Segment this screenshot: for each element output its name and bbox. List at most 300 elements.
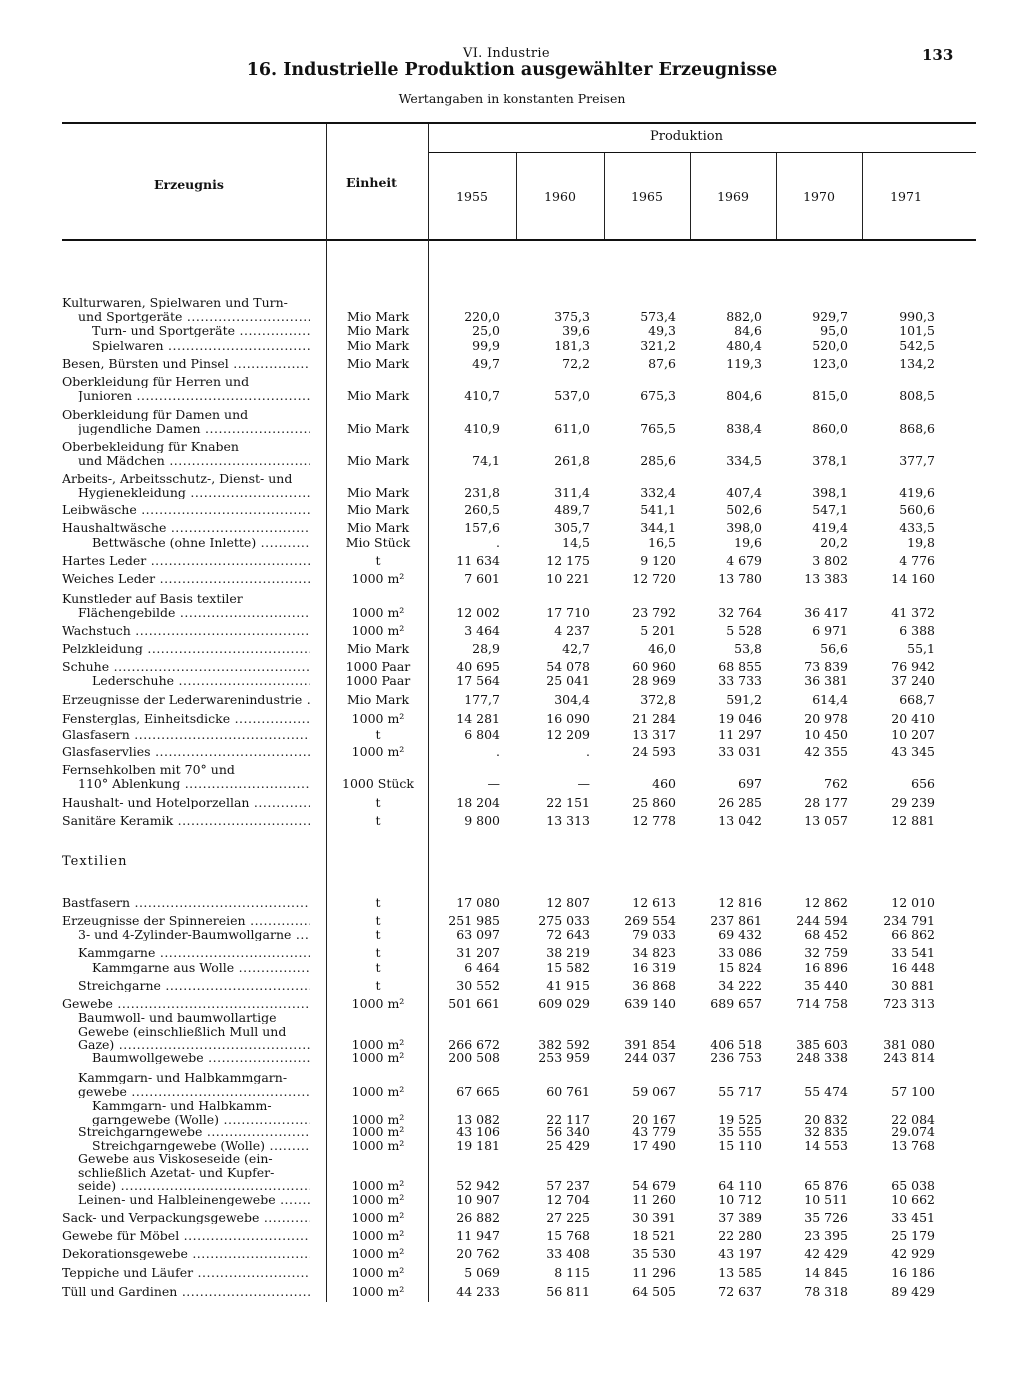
cell-1969: 502,6 <box>726 502 762 517</box>
cell-1970: 68 452 <box>804 927 848 942</box>
cell-1970: 55 474 <box>804 1083 848 1099</box>
row-unit: t <box>375 960 381 975</box>
cell-1965: 9 120 <box>640 553 676 568</box>
cell-1960: 375,3 <box>554 308 590 324</box>
cell-1969: 19 525 <box>718 1111 762 1127</box>
cell-1965: 5 201 <box>640 623 676 638</box>
row-label: Kammgarn- und Halbkammgarn- <box>78 1071 288 1084</box>
cell-1969: 32 764 <box>718 604 762 620</box>
row-label: Kunstleder auf Basis textiler <box>62 592 243 605</box>
row-label: Baumwollgewebe ..... <box>92 1051 310 1064</box>
cell-1955: 3 464 <box>464 623 500 638</box>
cell-1960: 10 221 <box>546 571 590 586</box>
row-unit: Mio Mark <box>346 356 410 371</box>
cell-1970: 32 759 <box>804 945 848 960</box>
cell-1971: 20 410 <box>891 711 935 726</box>
cell-1969: 407,4 <box>726 484 762 500</box>
cell-1971: 12 010 <box>891 895 935 910</box>
cell-1955: 28,9 <box>472 641 500 656</box>
cell-1970: 520,0 <box>812 338 848 353</box>
cell-1955: 200 508 <box>448 1050 500 1065</box>
cell-1960: 305,7 <box>554 520 590 535</box>
row-unit: 1000 m² <box>351 1246 405 1261</box>
cell-1971: 57 100 <box>891 1083 935 1099</box>
cell-1965: 541,1 <box>640 502 676 517</box>
cell-1965: 11 296 <box>632 1265 676 1280</box>
year-header-1955: 1955 <box>456 189 488 204</box>
cell-1960: 14,5 <box>562 535 590 550</box>
row-label: Erzeugnisse der Spinnereien ..... <box>62 914 310 927</box>
cell-1970: 14 553 <box>804 1138 848 1153</box>
cell-1970: 16 896 <box>804 960 848 975</box>
cell-1971: 243 814 <box>883 1050 935 1065</box>
cell-1971: 29 239 <box>891 795 935 810</box>
row-label: Spielwaren ..... <box>92 339 310 352</box>
cell-1970: 78 318 <box>804 1284 848 1299</box>
row-unit: Mio Mark <box>346 502 410 517</box>
table-subtitle: Wertangaben in konstanten Preisen <box>398 91 626 106</box>
year-header-1970: 1970 <box>803 189 835 204</box>
cell-1960: 15 768 <box>546 1228 590 1243</box>
cell-1971: 66 862 <box>891 927 935 942</box>
cell-1969: 19 046 <box>718 711 762 726</box>
cell-1955: 31 207 <box>456 945 500 960</box>
row-label: Dekorationsgewebe ..... <box>62 1247 310 1260</box>
cell-1969: 13 780 <box>718 571 762 586</box>
cell-1960: 56 340 <box>546 1124 590 1139</box>
cell-1955: . <box>496 744 500 759</box>
cell-1969: 43 197 <box>718 1246 762 1261</box>
cell-1970: 378,1 <box>812 452 848 468</box>
cell-1960: — <box>577 775 590 791</box>
cell-1955: 231,8 <box>464 484 500 500</box>
row-label: Hygienekleidung ..... <box>78 486 310 499</box>
row-unit: t <box>375 945 381 960</box>
row-label: Leibwäsche ..... <box>62 503 310 516</box>
row-unit: t <box>375 795 381 810</box>
cell-1965: 46,0 <box>648 641 676 656</box>
row-label: Baumwoll- und baumwollartige <box>78 1011 277 1024</box>
row-unit: t <box>375 813 381 828</box>
row-label: gewebe ..... <box>78 1085 310 1098</box>
row-label: Schuhe ..... <box>62 660 310 673</box>
cell-1970: 547,1 <box>812 502 848 517</box>
cell-1970: 14 845 <box>804 1265 848 1280</box>
cell-1970: 419,4 <box>812 520 848 535</box>
cell-1960: 38 219 <box>546 945 590 960</box>
row-label: garngewebe (Wolle) ..... <box>92 1113 310 1126</box>
cell-1965: 13 317 <box>632 727 676 742</box>
cell-1955: 11 947 <box>456 1228 500 1243</box>
cell-1969: 882,0 <box>726 308 762 324</box>
cell-1971: 6 388 <box>899 623 935 638</box>
row-label: Haushalt- und Hotelporzellan ..... <box>62 796 310 809</box>
cell-1970: 13 383 <box>804 571 848 586</box>
cell-1960: 42,7 <box>562 641 590 656</box>
cell-1960: 12 807 <box>546 895 590 910</box>
cell-1960: 25 429 <box>546 1138 590 1153</box>
cell-1969: 15 824 <box>718 960 762 975</box>
cell-1965: 573,4 <box>640 308 676 324</box>
row-label: Kammgarne ..... <box>78 946 310 959</box>
row-label: Haushaltwäsche ..... <box>62 521 310 534</box>
cell-1960: 12 175 <box>546 553 590 568</box>
cell-1969: 13 042 <box>718 813 762 828</box>
row-unit: Mio Mark <box>346 308 410 324</box>
cell-1971: 14 160 <box>891 571 935 586</box>
row-label: Lederschuhe ..... <box>92 674 310 687</box>
cell-1971: 43 345 <box>891 744 935 759</box>
cell-1955: 43 106 <box>456 1124 500 1139</box>
cell-1960: 72,2 <box>562 356 590 371</box>
cell-1965: 87,6 <box>648 356 676 371</box>
cell-1965: 321,2 <box>640 338 676 353</box>
cell-1969: 697 <box>738 775 762 791</box>
row-unit: 1000 m² <box>351 1083 405 1099</box>
cell-1960: 27 225 <box>546 1210 590 1225</box>
cell-1969: 334,5 <box>726 452 762 468</box>
cell-1960: 12 704 <box>546 1192 590 1207</box>
cell-1970: 762 <box>824 775 848 791</box>
cell-1965: 244 037 <box>624 1050 676 1065</box>
cell-1955: 25,0 <box>472 323 500 338</box>
cell-1965: 60 960 <box>632 659 676 674</box>
row-unit: t <box>375 978 381 993</box>
cell-1971: 808,5 <box>899 387 935 403</box>
cell-1971: 13 768 <box>891 1138 935 1153</box>
cell-1960: 4 237 <box>554 623 590 638</box>
cell-1971: 377,7 <box>899 452 935 468</box>
row-unit: Mio Mark <box>346 452 410 468</box>
section-textilien: Textilien <box>62 854 128 869</box>
cell-1960: 25 041 <box>546 673 590 688</box>
cell-1969: 15 110 <box>718 1138 762 1153</box>
cell-1969: 236 753 <box>710 1050 762 1065</box>
row-unit: 1000 m² <box>351 996 405 1011</box>
cell-1970: 36 417 <box>804 604 848 620</box>
row-label: jugendliche Damen ..... <box>78 422 310 435</box>
column-header-product: Erzeugnis <box>154 177 224 192</box>
row-unit: Mio Mark <box>346 323 410 338</box>
cell-1955: 177,7 <box>464 692 500 707</box>
cell-1969: 12 816 <box>718 895 762 910</box>
cell-1971: 542,5 <box>899 338 935 353</box>
cell-1965: 18 521 <box>632 1228 676 1243</box>
cell-1969: 33 733 <box>718 673 762 688</box>
row-unit: 1000 m² <box>351 1037 405 1052</box>
cell-1969: 838,4 <box>726 420 762 436</box>
row-unit: 1000 m² <box>351 1284 405 1299</box>
year-header-1965: 1965 <box>631 189 663 204</box>
cell-1970: 248 338 <box>796 1050 848 1065</box>
cell-1971: 4 776 <box>899 553 935 568</box>
cell-1970: 32 835 <box>804 1124 848 1139</box>
cell-1970: 13 057 <box>804 813 848 828</box>
row-unit: Mio Mark <box>346 641 410 656</box>
cell-1960: 275 033 <box>538 913 590 928</box>
year-header-1969: 1969 <box>717 189 749 204</box>
cell-1960: 261,8 <box>554 452 590 468</box>
row-label: Erzeugnisse der Lederwarenindustrie ..... <box>62 693 310 706</box>
cell-1970: 23 395 <box>804 1228 848 1243</box>
cell-1969: 19,6 <box>734 535 762 550</box>
row-label: Kammgarn- und Halbkamm- <box>92 1099 272 1112</box>
cell-1970: 385 603 <box>796 1037 848 1052</box>
cell-1965: 28 969 <box>632 673 676 688</box>
cell-1960: 54 078 <box>546 659 590 674</box>
cell-1965: 36 868 <box>632 978 676 993</box>
cell-1960: 382 592 <box>538 1037 590 1052</box>
row-label: Sack- und Verpackungsgewebe ..... <box>62 1211 310 1224</box>
section-heading: VI. Industrie <box>463 46 550 61</box>
cell-1960: 12 209 <box>546 727 590 742</box>
row-label: Wachstuch ..... <box>62 624 310 637</box>
cell-1970: 3 802 <box>812 553 848 568</box>
column-header-unit: Einheit <box>346 175 397 190</box>
cell-1965: 269 554 <box>624 913 676 928</box>
cell-1969: 72 637 <box>718 1284 762 1299</box>
cell-1955: 49,7 <box>472 356 500 371</box>
row-label: Gewebe (einschließlich Mull und <box>78 1024 287 1038</box>
cell-1955: 220,0 <box>464 308 500 324</box>
cell-1969: 689 657 <box>710 996 762 1011</box>
cell-1969: 33 086 <box>718 945 762 960</box>
row-label: Tüll und Gardinen ..... <box>62 1285 310 1298</box>
row-unit: 1000 Paar <box>345 673 411 688</box>
row-unit: 1000 Stück <box>342 775 414 791</box>
row-label: Hartes Leder ..... <box>62 554 310 567</box>
cell-1969: 33 031 <box>718 744 762 759</box>
cell-1969: 5 528 <box>726 623 762 638</box>
cell-1960: 60 761 <box>546 1083 590 1099</box>
row-label: Glasfaservlies ..... <box>62 745 310 758</box>
cell-1969: 13 585 <box>718 1265 762 1280</box>
cell-1971: 19,8 <box>907 535 935 550</box>
cell-1960: 611,0 <box>554 420 590 436</box>
row-label: Gewebe ..... <box>62 997 310 1010</box>
cell-1970: 95,0 <box>820 323 848 338</box>
row-unit: 1000 m² <box>351 1050 405 1065</box>
cell-1955: 18 204 <box>456 795 500 810</box>
cell-1971: 16 186 <box>891 1265 935 1280</box>
cell-1969: 53,8 <box>734 641 762 656</box>
cell-1955: 501 661 <box>448 996 500 1011</box>
cell-1955: . <box>496 535 500 550</box>
cell-1965: 43 779 <box>632 1124 676 1139</box>
row-unit: Mio Mark <box>346 484 410 500</box>
cell-1965: 16 319 <box>632 960 676 975</box>
cell-1955: 6 804 <box>464 727 500 742</box>
year-header-1960: 1960 <box>544 189 576 204</box>
cell-1970: 65 876 <box>804 1178 848 1193</box>
row-label: Glasfasern ..... <box>62 728 310 741</box>
cell-1970: 10 511 <box>804 1192 848 1207</box>
cell-1955: 19 181 <box>456 1138 500 1153</box>
cell-1955: 251 985 <box>448 913 500 928</box>
row-unit: 1000 m² <box>351 604 405 620</box>
row-label: Bastfasern ..... <box>62 896 310 909</box>
cell-1971: 89 429 <box>891 1284 935 1299</box>
page-number: 133 <box>922 46 954 64</box>
cell-1965: 765,5 <box>640 420 676 436</box>
row-unit: Mio Mark <box>346 338 410 353</box>
row-label: Kulturwaren, Spielwaren und Turn- <box>62 296 288 309</box>
row-unit: t <box>375 927 381 942</box>
cell-1971: 723 313 <box>883 996 935 1011</box>
row-label: Teppiche und Läufer ..... <box>62 1266 310 1279</box>
row-unit: 1000 m² <box>351 1265 405 1280</box>
cell-1971: 868,6 <box>899 420 935 436</box>
cell-1965: 64 505 <box>632 1284 676 1299</box>
cell-1955: 99,9 <box>472 338 500 353</box>
row-label: Gewebe aus Viskoseseide (ein- <box>78 1152 273 1165</box>
cell-1955: 9 800 <box>464 813 500 828</box>
cell-1965: 25 860 <box>632 795 676 810</box>
cell-1971: 16 448 <box>891 960 935 975</box>
row-unit: t <box>375 913 381 928</box>
cell-1971: 990,3 <box>899 308 935 324</box>
cell-1969: 26 285 <box>718 795 762 810</box>
cell-1955: 5 069 <box>464 1265 500 1280</box>
cell-1955: 63 097 <box>456 927 500 942</box>
cell-1970: 73 839 <box>804 659 848 674</box>
cell-1960: 39,6 <box>562 323 590 338</box>
row-unit: t <box>375 727 381 742</box>
cell-1971: 76 942 <box>891 659 935 674</box>
row-label: Oberkleidung für Herren und <box>62 375 250 388</box>
cell-1965: 675,3 <box>640 387 676 403</box>
cell-1960: 17 710 <box>546 604 590 620</box>
cell-1970: 6 971 <box>812 623 848 638</box>
cell-1955: 266 672 <box>448 1037 500 1052</box>
row-unit: 1000 m² <box>351 711 405 726</box>
cell-1955: 40 695 <box>456 659 500 674</box>
cell-1960: 609 029 <box>538 996 590 1011</box>
row-unit: 1000 m² <box>351 1210 405 1225</box>
row-label: Gaze) ..... <box>78 1038 310 1051</box>
cell-1960: 489,7 <box>554 502 590 517</box>
cell-1971: 101,5 <box>899 323 935 338</box>
cell-1965: 391 854 <box>624 1037 676 1052</box>
cell-1970: 123,0 <box>812 356 848 371</box>
row-unit: 1000 m² <box>351 1111 405 1127</box>
cell-1971: 55,1 <box>907 641 935 656</box>
cell-1965: 372,8 <box>640 692 676 707</box>
row-label: und Mädchen ..... <box>78 454 310 467</box>
cell-1969: 406 518 <box>710 1037 762 1052</box>
cell-1971: 22 084 <box>891 1111 935 1127</box>
cell-1965: 11 260 <box>632 1192 676 1207</box>
cell-1970: 614,4 <box>812 692 848 707</box>
row-label: Kammgarne aus Wolle ..... <box>92 961 310 974</box>
row-unit: t <box>375 895 381 910</box>
row-label: Fensterglas, Einheitsdicke ..... <box>62 712 310 725</box>
row-label: 3- und 4-Zylinder-Baumwollgarne ..... <box>78 928 310 941</box>
row-label: Flächengebilde ..... <box>78 606 310 619</box>
cell-1971: 668,7 <box>899 692 935 707</box>
row-unit: 1000 m² <box>351 1138 405 1153</box>
cell-1955: 52 942 <box>456 1178 500 1193</box>
cell-1971: 33 541 <box>891 945 935 960</box>
cell-1970: 35 440 <box>804 978 848 993</box>
cell-1965: 49,3 <box>648 323 676 338</box>
cell-1955: 14 281 <box>456 711 500 726</box>
cell-1969: 84,6 <box>734 323 762 338</box>
row-label: Junioren ..... <box>78 389 310 402</box>
cell-1970: 42 355 <box>804 744 848 759</box>
cell-1955: 7 601 <box>464 571 500 586</box>
cell-1955: 260,5 <box>464 502 500 517</box>
table-title: 16. Industrielle Produktion ausgewählter Erzeugnisse <box>246 60 778 80</box>
cell-1965: 17 490 <box>632 1138 676 1153</box>
cell-1955: 44 233 <box>456 1284 500 1299</box>
cell-1971: 65 038 <box>891 1178 935 1193</box>
row-label: seide) ..... <box>78 1179 310 1192</box>
row-label: Sanitäre Keramik ..... <box>62 814 310 827</box>
cell-1965: 12 778 <box>632 813 676 828</box>
cell-1955: 67 665 <box>456 1083 500 1099</box>
cell-1960: . <box>586 744 590 759</box>
row-unit: 1000 m² <box>351 623 405 638</box>
row-unit: Mio Mark <box>346 387 410 403</box>
row-unit: 1000 m² <box>351 744 405 759</box>
cell-1965: 30 391 <box>632 1210 676 1225</box>
row-label: Oberbekleidung für Knaben <box>62 440 239 453</box>
cell-1955: 17 080 <box>456 895 500 910</box>
cell-1969: 11 297 <box>718 727 762 742</box>
cell-1960: 56 811 <box>546 1284 590 1299</box>
cell-1969: 119,3 <box>726 356 762 371</box>
cell-1960: 33 408 <box>546 1246 590 1261</box>
row-unit: t <box>375 553 381 568</box>
cell-1971: 30 881 <box>891 978 935 993</box>
cell-1965: 639 140 <box>624 996 676 1011</box>
cell-1969: 35 555 <box>718 1124 762 1139</box>
cell-1971: 37 240 <box>891 673 935 688</box>
cell-1971: 12 881 <box>891 813 935 828</box>
cell-1965: 21 284 <box>632 711 676 726</box>
cell-1970: 10 450 <box>804 727 848 742</box>
cell-1971: 656 <box>911 775 935 791</box>
row-unit: 1000 m² <box>351 571 405 586</box>
row-unit: 1000 m² <box>351 1178 405 1193</box>
cell-1969: 55 717 <box>718 1083 762 1099</box>
cell-1955: 157,6 <box>464 520 500 535</box>
cell-1970: 28 177 <box>804 795 848 810</box>
cell-1965: 332,4 <box>640 484 676 500</box>
cell-1965: 23 792 <box>632 604 676 620</box>
row-unit: 1000 m² <box>351 1192 405 1207</box>
row-label: Fernsehkolben mit 70° und <box>62 763 235 776</box>
cell-1969: 237 861 <box>710 913 762 928</box>
row-label: Oberkleidung für Damen und <box>62 408 249 421</box>
cell-1969: 4 679 <box>726 553 762 568</box>
cell-1965: 54 679 <box>632 1178 676 1193</box>
row-label: und Sportgeräte ..... <box>78 310 310 323</box>
cell-1971: 10 207 <box>891 727 935 742</box>
cell-1969: 22 280 <box>718 1228 762 1243</box>
cell-1971: 234 791 <box>883 913 935 928</box>
cell-1955: 10 907 <box>456 1192 500 1207</box>
cell-1971: 29.074 <box>891 1124 935 1139</box>
cell-1971: 25 179 <box>891 1228 935 1243</box>
cell-1971: 381 080 <box>883 1037 935 1052</box>
row-unit: Mio Stück <box>345 535 411 550</box>
cell-1965: 34 823 <box>632 945 676 960</box>
cell-1965: 59 067 <box>632 1083 676 1099</box>
cell-1970: 12 862 <box>804 895 848 910</box>
cell-1965: 24 593 <box>632 744 676 759</box>
